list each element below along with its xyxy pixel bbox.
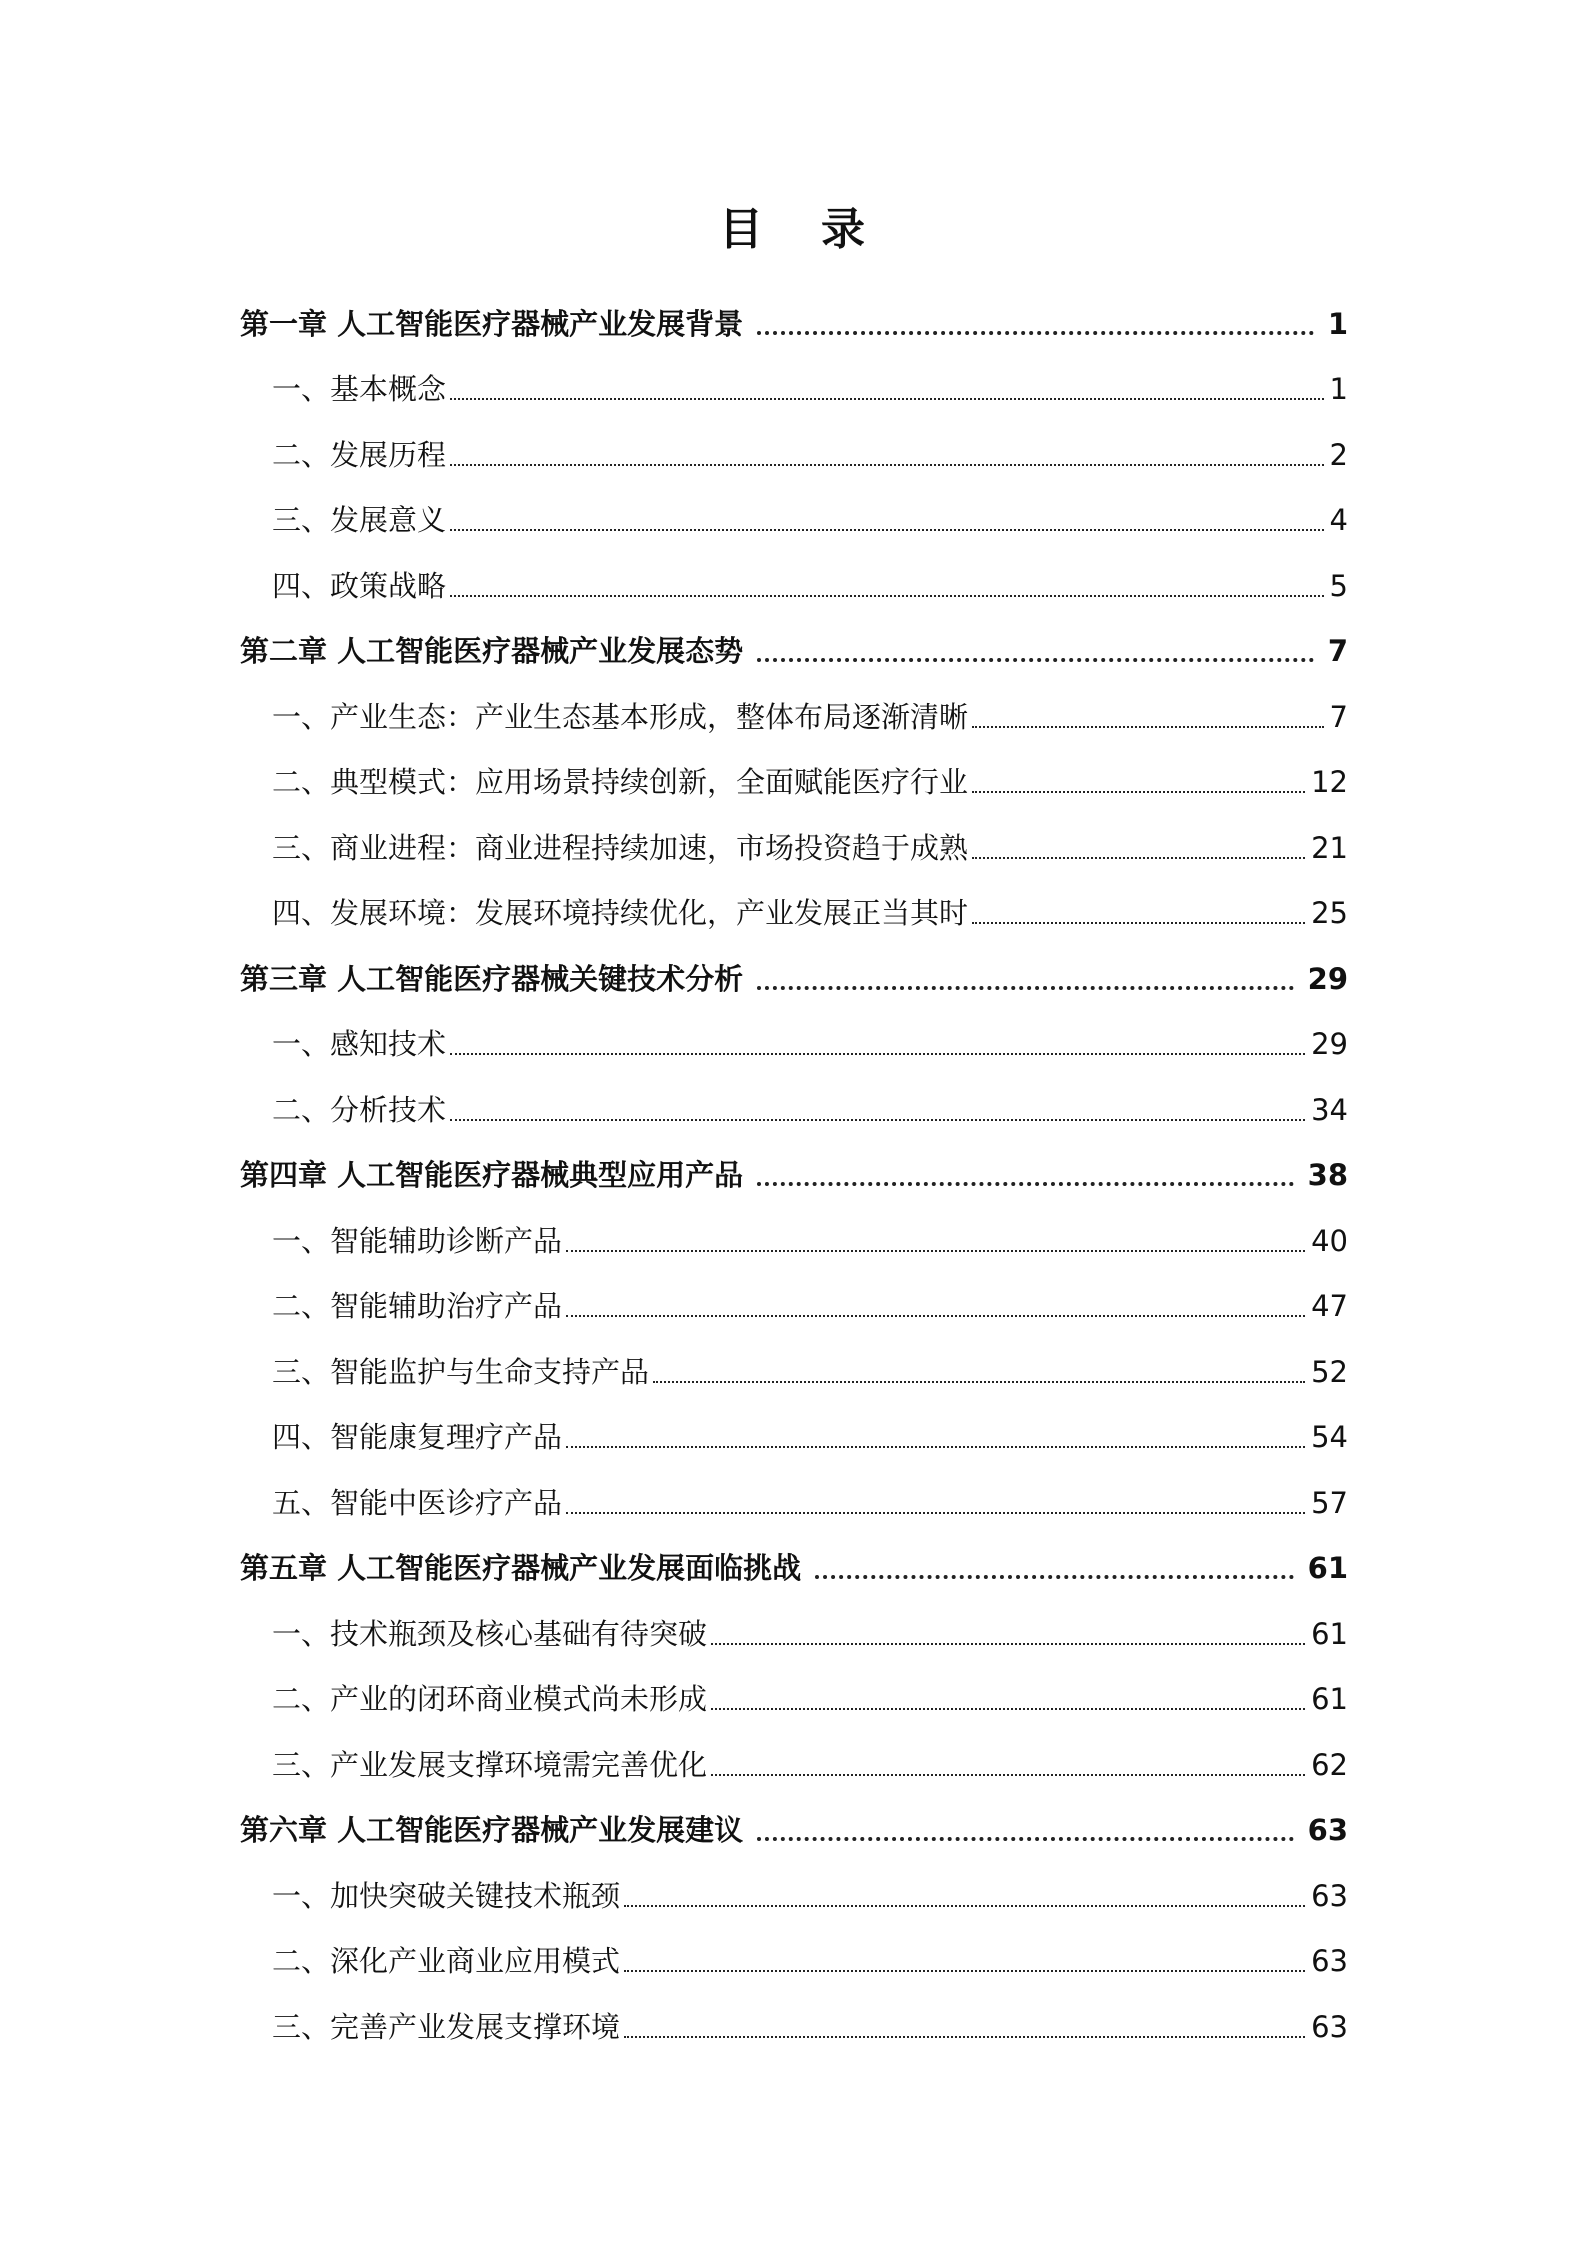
- toc-page-number: 2: [1329, 437, 1348, 472]
- toc-page-number: 29: [1307, 961, 1348, 996]
- toc-page-number: 52: [1311, 1354, 1348, 1389]
- toc-page-number: 12: [1311, 765, 1348, 799]
- toc-chapter-3[interactable]: [240, 941, 1348, 1007]
- toc-entry-text: 二、智能辅助治疗产品: [272, 1289, 563, 1323]
- toc-entry-text: 四、发展环境：发展环境持续优化，产业发展正当其时: [272, 896, 969, 930]
- toc-dot-leader: [757, 658, 1314, 662]
- toc-section[interactable]: [240, 1924, 1348, 1990]
- toc-entry-text: 一、加快突破关键技术瓶颈: [272, 1878, 621, 1913]
- toc-dot-leader: [624, 1905, 1305, 1907]
- toc-section[interactable]: [240, 745, 1348, 811]
- toc-dot-leader: [624, 2036, 1305, 2038]
- toc-page-number: 63: [1311, 1944, 1348, 1978]
- toc-entry-text: 二、典型模式：应用场景持续创新，全面赋能医疗行业: [272, 765, 969, 799]
- toc-dot-leader: [972, 726, 1324, 728]
- toc-section[interactable]: [240, 548, 1348, 614]
- toc-entry-text: 三、智能监护与生命支持产品: [272, 1354, 650, 1389]
- toc-entry-text: 三、发展意义: [272, 503, 447, 537]
- toc-page-number: 4: [1329, 503, 1348, 537]
- toc-dot-leader: [450, 1053, 1305, 1055]
- toc-page-number: 61: [1307, 1551, 1348, 1585]
- toc-page-number: 63: [1311, 1878, 1348, 1913]
- toc-section[interactable]: [240, 483, 1348, 549]
- toc-entry-text: 二、产业的闭环商业模式尚未形成: [272, 1682, 708, 1716]
- toc-entry-text: 五、智能中医诊疗产品: [272, 1485, 563, 1520]
- toc-dot-leader: [566, 1315, 1305, 1317]
- toc-dot-leader: [972, 791, 1305, 793]
- toc-entry-text: 三、完善产业发展支撑环境: [272, 2009, 621, 2044]
- toc-section[interactable]: [240, 810, 1348, 876]
- toc-page-number: 61: [1311, 1682, 1348, 1716]
- toc-dot-leader: [450, 464, 1324, 466]
- toc-dot-leader: [624, 1970, 1305, 1972]
- toc-dot-leader: [711, 1774, 1305, 1776]
- toc-page-number: 38: [1307, 1158, 1348, 1192]
- toc-page-number: 29: [1311, 1027, 1348, 1061]
- toc-page-number: 5: [1329, 568, 1348, 603]
- toc-section[interactable]: [240, 1400, 1348, 1466]
- toc-section[interactable]: [240, 1858, 1348, 1924]
- toc-chapter-5[interactable]: [240, 1531, 1348, 1597]
- toc-section[interactable]: [240, 876, 1348, 942]
- toc-section[interactable]: [240, 1662, 1348, 1728]
- toc-entry-text: 一、感知技术: [272, 1027, 447, 1061]
- toc-entry-text: 一、智能辅助诊断产品: [272, 1223, 563, 1258]
- toc-dot-leader: [711, 1643, 1305, 1645]
- toc-section[interactable]: [240, 1203, 1348, 1269]
- toc-dot-leader: [450, 529, 1324, 531]
- toc-title: [0, 200, 1586, 260]
- toc-dot-leader: [815, 1575, 1294, 1579]
- toc-page-number: 57: [1311, 1485, 1348, 1520]
- toc-page-number: 63: [1307, 1813, 1348, 1847]
- toc-entry-text: 四、智能康复理疗产品: [272, 1420, 563, 1454]
- toc-page-number: 1: [1327, 306, 1348, 341]
- toc-dot-leader: [757, 986, 1294, 990]
- toc-entry-text: 三、商业进程：商业进程持续加速，市场投资趋于成熟: [272, 830, 969, 865]
- toc-dot-leader: [566, 1250, 1305, 1252]
- toc-entry-text: 第五章 人工智能医疗器械产业发展面临挑战: [240, 1551, 802, 1585]
- toc-dot-leader: [757, 1837, 1294, 1841]
- toc-entry-text: 二、深化产业商业应用模式: [272, 1944, 621, 1978]
- toc-section[interactable]: [240, 1465, 1348, 1531]
- toc-page-number: 25: [1311, 896, 1348, 930]
- toc-page-number: 1: [1329, 372, 1348, 406]
- toc-entry-text: 第三章 人工智能医疗器械关键技术分析: [240, 961, 744, 996]
- toc-title-char-2: 录: [821, 204, 867, 255]
- toc-entry-text: 一、产业生态：产业生态基本形成，整体布局逐渐清晰: [272, 699, 969, 734]
- toc-section[interactable]: [240, 1596, 1348, 1662]
- toc-page-number: 63: [1311, 2009, 1348, 2044]
- toc-entry-text: 二、发展历程: [272, 437, 447, 472]
- toc-page-number: 7: [1329, 699, 1348, 734]
- toc-section[interactable]: [240, 679, 1348, 745]
- toc-section[interactable]: [240, 1989, 1348, 2055]
- toc-page-number: 21: [1311, 830, 1348, 865]
- toc-page-number: 40: [1311, 1223, 1348, 1258]
- toc-list: [240, 286, 1348, 2055]
- toc-dot-leader: [711, 1708, 1305, 1710]
- toc-entry-text: 第一章 人工智能医疗器械产业发展背景: [240, 306, 744, 341]
- toc-section[interactable]: [240, 1334, 1348, 1400]
- toc-section[interactable]: [240, 352, 1348, 418]
- toc-chapter-6[interactable]: [240, 1793, 1348, 1859]
- toc-page-number: 7: [1327, 634, 1348, 668]
- toc-entry-text: 三、产业发展支撑环境需完善优化: [272, 1747, 708, 1782]
- toc-dot-leader: [450, 1119, 1305, 1121]
- toc-section[interactable]: [240, 1007, 1348, 1073]
- toc-dot-leader: [972, 857, 1305, 859]
- toc-section[interactable]: [240, 1727, 1348, 1793]
- toc-entry-text: 二、分析技术: [272, 1092, 447, 1127]
- toc-section[interactable]: [240, 1072, 1348, 1138]
- toc-section[interactable]: [240, 1269, 1348, 1335]
- toc-section[interactable]: [240, 417, 1348, 483]
- toc-entry-text: 一、技术瓶颈及核心基础有待突破: [272, 1616, 708, 1651]
- toc-dot-leader: [757, 1182, 1294, 1186]
- toc-entry-text: 第四章 人工智能医疗器械典型应用产品: [240, 1158, 744, 1192]
- toc-entry-text: 四、政策战略: [272, 568, 447, 603]
- toc-dot-leader: [450, 398, 1324, 400]
- toc-dot-leader: [566, 1512, 1305, 1514]
- toc-dot-leader: [566, 1446, 1305, 1448]
- toc-chapter-1[interactable]: [240, 286, 1348, 352]
- toc-title-char-1: 目: [719, 204, 765, 255]
- toc-entry-text: 一、基本概念: [272, 372, 447, 406]
- toc-page-number: 34: [1311, 1092, 1348, 1127]
- toc-page-number: 47: [1311, 1289, 1348, 1323]
- toc-page-number: 62: [1311, 1747, 1348, 1782]
- toc-chapter-4[interactable]: [240, 1138, 1348, 1204]
- toc-chapter-2[interactable]: [240, 614, 1348, 680]
- toc-dot-leader: [757, 331, 1314, 335]
- toc-dot-leader: [972, 922, 1305, 924]
- toc-dot-leader: [653, 1381, 1305, 1383]
- toc-entry-text: 第二章 人工智能医疗器械产业发展态势: [240, 634, 744, 668]
- toc-page-number: 54: [1311, 1420, 1348, 1454]
- toc-dot-leader: [450, 595, 1324, 597]
- toc-entry-text: 第六章 人工智能医疗器械产业发展建议: [240, 1813, 744, 1847]
- toc-page-number: 61: [1311, 1616, 1348, 1651]
